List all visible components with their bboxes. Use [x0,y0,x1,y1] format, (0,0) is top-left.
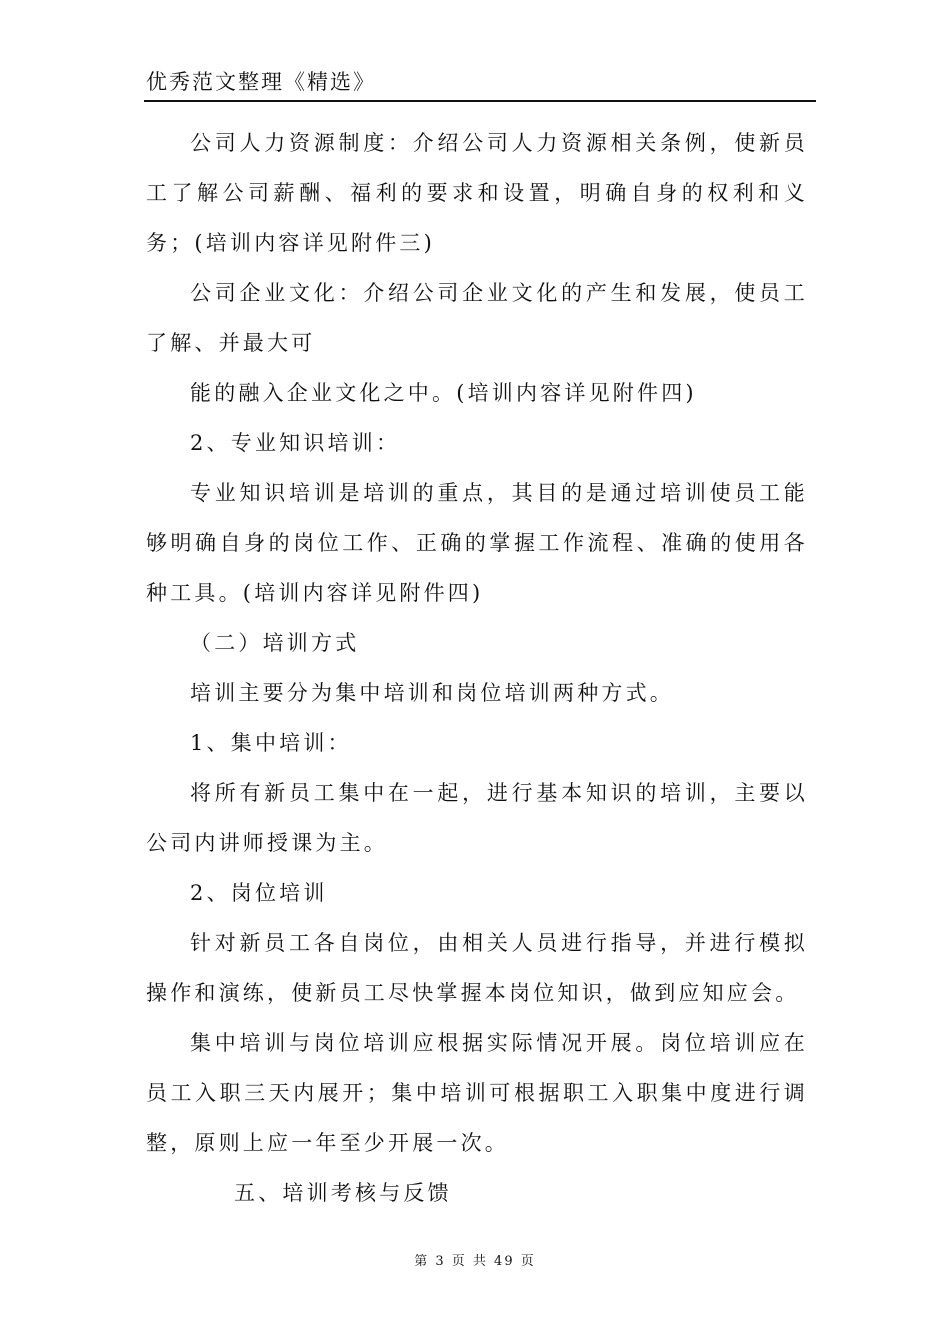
paragraph: 1、集中培训： [190,731,352,755]
paragraph: 培训主要分为集中培训和岗位培训两种方式。 [190,681,674,705]
paragraph: （二）培训方式 [190,631,360,655]
paragraph: 五、培训考核与反馈 [234,1181,452,1205]
header-divider [144,100,816,102]
paragraph: 将所有新员工集中在一起，进行基本知识的培训，主要以公司内讲师授课为主。 [146,781,808,855]
paragraph: 2、专业知识培训： [190,431,401,455]
page-number-footer: 第 3 页 共 49 页 [414,1254,536,1269]
paragraph: 专业知识培训是培训的重点，其目的是通过培训使员工能够明确自身的岗位工作、正确的掌握工作流程、准确的使用各种工具。(培训内容详见附件四) [146,481,808,605]
paragraph: 公司企业文化：介绍公司企业文化的产生和发展，使员工了解、并最大可 [146,281,808,355]
paragraph: 集中培训与岗位培训应根据实际情况开展。岗位培训应在员工入职三天内展开；集中培训可根据职工入职集中度进行调整，原则上应一年至少开展一次。 [146,1031,808,1155]
paragraph: 2、岗位培训 [190,881,328,905]
page-header-title: 优秀范文整理《精选》 [146,70,376,94]
paragraph: 公司人力资源制度：介绍公司人力资源相关条例，使新员工了解公司薪酬、福利的要求和设置，明确自身的权利和义务；(培训内容详见附件三) [146,131,808,255]
paragraph: 针对新员工各自岗位，由相关人员进行指导，并进行模拟操作和演练，使新员工尽快掌握本岗位知识，做到应知应会。 [146,931,808,1005]
paragraph: 能的融入企业文化之中。(培训内容详见附件四) [190,381,697,405]
document-body [146,118,808,1218]
